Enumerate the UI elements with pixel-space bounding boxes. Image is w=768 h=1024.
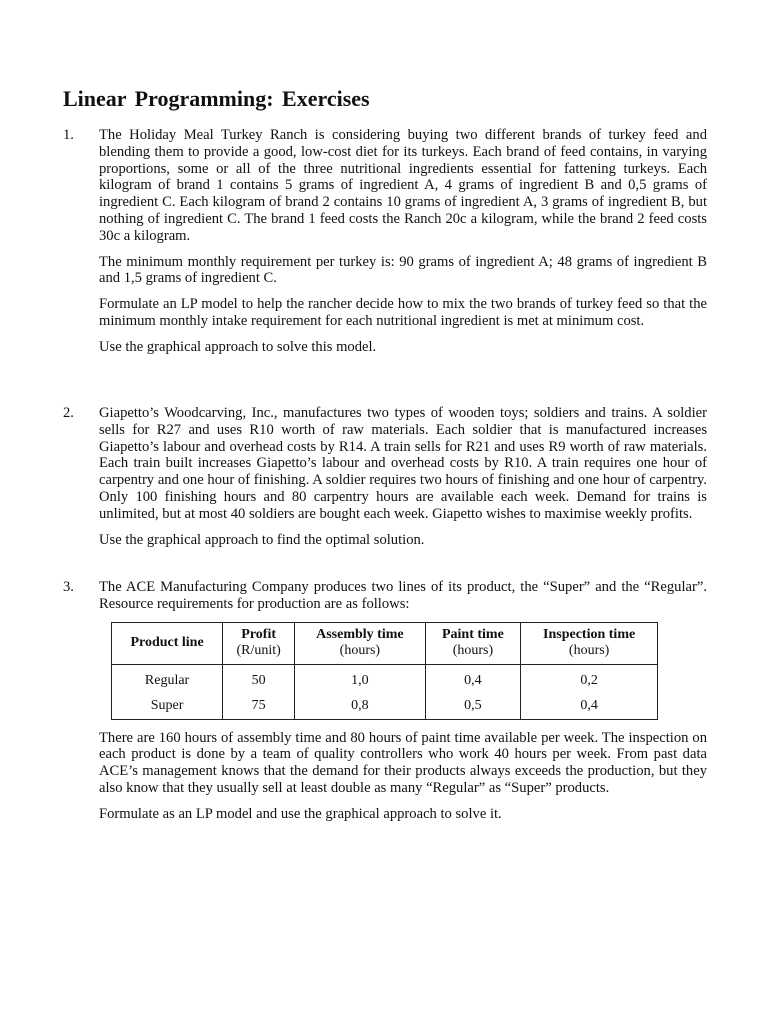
table-row xyxy=(112,664,658,694)
cell: 0,8 xyxy=(295,694,425,720)
header-paint-time: Paint time (hours) xyxy=(425,622,521,664)
cell: 0,4 xyxy=(521,694,658,720)
exercise-number: 1. xyxy=(63,127,74,143)
cell: 75 xyxy=(223,694,295,720)
header-product-line: Product line xyxy=(112,622,223,664)
paragraph: The ACE Manufacturing Company produces two lines of its product, the “Super” and the “Regular”. Resource requirements for production are as follows: xyxy=(99,579,707,612)
header-assembly-time: Assembly time (hours) xyxy=(295,622,425,664)
exercise-1 xyxy=(63,127,707,365)
table-row xyxy=(112,694,658,720)
cell: 0,2 xyxy=(521,664,658,694)
cell: 0,5 xyxy=(425,694,521,720)
exercise-number: 2. xyxy=(63,405,74,421)
paragraph: Use the graphical approach to find the optimal solution. xyxy=(99,531,425,548)
paragraph: The Holiday Meal Turkey Ranch is considering buying two different brands of turkey feed and blending them to provide a good, low-cost diet for its turkeys. Each brand of feed contains, in varying proportions, some or all of the three nutritional ingredients essential for fattening turkeys. Each kilogram of brand 1 contains 5 grams of ingredient A, 4 grams of ingredient B and 0,5 grams of ingredient C. Each kilogram of brand 2 contains 10 grams of ingredient A, 3 grams of ingredient B, but nothing of ingredient C. The brand 1 feed costs the Ranch 20c a kilogram, while the brand 2 feed costs 30c a kilogram. xyxy=(99,127,707,244)
paragraph: Use the graphical approach to solve this model. xyxy=(99,338,377,355)
paragraph: Formulate as an LP model and use the graphical approach to solve it. xyxy=(99,805,502,822)
resource-table xyxy=(111,622,658,720)
paragraph: Formulate an LP model to help the rancher decide how to mix the two brands of turkey feed so that the minimum monthly intake requirement for each nutritional ingredient is met at minimum cost. xyxy=(99,296,707,329)
cell: Regular xyxy=(112,664,223,694)
cell: 0,4 xyxy=(425,664,521,694)
table-header-row xyxy=(112,622,658,664)
page-title: Linear Programming: Exercises xyxy=(63,86,370,111)
paragraph: Giapetto’s Woodcarving, Inc., manufactures two types of wooden toys; soldiers and trains. A soldier sells for R27 and uses R10 worth of raw materials. Each soldier that is manufactured increases Giapetto’s labour and overhead costs by R14. A train sells for R21 and uses R9 worth of raw materials. Each train built increases Giapetto’s labour and overhead costs by R10. A train requires one hour of carpentry and one hour of finishing. A soldier requires two hours of finishing and one hour of carpentry. Only 100 finishing hours and 80 carpentry hours are available each week. Demand for trains is unlimited, but at most 40 soldiers are bought each week. Giapetto wishes to maximise weekly profits. xyxy=(99,405,707,522)
paragraph: There are 160 hours of assembly time and 80 hours of paint time available per week. The inspection on each product is done by a team of quality controllers who work 40 hours per week. From past data ACE’s management knows that the demand for their products always exceeds the production, but they also know that they usually sell at least double as many “Regular” as “Super” products. xyxy=(99,729,707,796)
cell: Super xyxy=(112,694,223,720)
exercise-number: 3. xyxy=(63,579,74,595)
cell: 50 xyxy=(223,664,295,694)
header-profit: Profit (R/unit) xyxy=(223,622,295,664)
cell: 1,0 xyxy=(295,664,425,694)
header-inspection-time: Inspection time (hours) xyxy=(521,622,658,664)
paragraph: The minimum monthly requirement per turkey is: 90 grams of ingredient A; 48 grams of ingredient B and 1,5 grams of ingredient C. xyxy=(99,253,707,287)
exercise-3 xyxy=(63,579,707,832)
exercise-2 xyxy=(63,405,707,557)
